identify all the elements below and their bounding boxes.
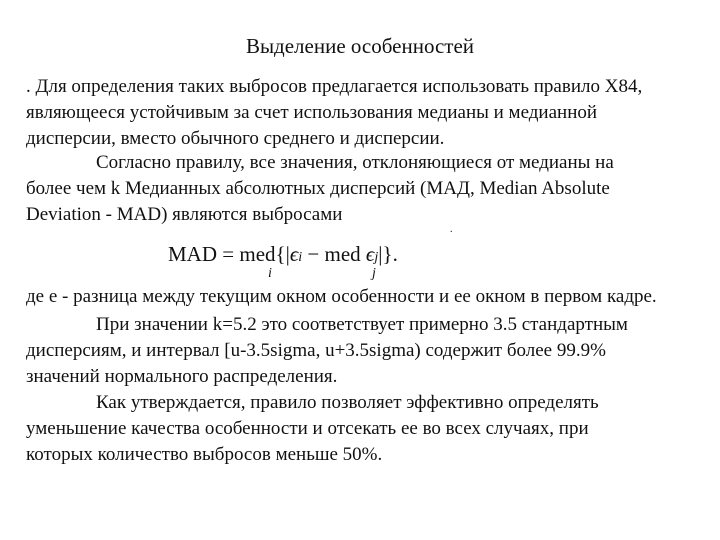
paragraph-x84-rule — [26, 74, 702, 152]
formula-epsilon-i: ϵ — [289, 242, 299, 266]
slide-title: Выделение особенностей — [245, 34, 475, 58]
paragraph-conclusion — [26, 390, 702, 468]
text-line: де e - разница между текущим окном особенности и ее окном в первом кадре. — [26, 286, 657, 307]
formula-minus: − — [307, 242, 320, 266]
text-line: . Для определения таких выбросов предлагается использовать правило X84, — [26, 76, 643, 97]
text-line: Как утверждается, правило позволяет эффективно определять — [96, 392, 599, 413]
formula-equals: = — [222, 242, 235, 266]
text-line: При значении k=5.2 это соответствует примерно 3.5 стандартным — [96, 314, 628, 335]
mad-formula — [168, 236, 468, 280]
text-line: Deviation - MAD) являются выбросами — [26, 204, 343, 225]
text-line: значений нормального распределения. — [26, 366, 338, 387]
paragraph-e-definition — [26, 284, 702, 310]
formula-sub-j: j — [372, 266, 376, 281]
text-line: которых количество выбросов меньше 50%. — [26, 444, 383, 465]
text-line: Согласно правилу, все значения, отклоняющиеся от медианы на — [96, 152, 614, 173]
stray-dot: . — [450, 224, 453, 235]
formula-epsilon-j: ϵ — [365, 242, 375, 266]
formula-epsilon-j-index: j — [374, 250, 379, 265]
text-line: являющееся устойчивым за счет использования медианы и медианной — [26, 102, 598, 123]
formula-med-outer: med — [239, 242, 276, 266]
formula-med-inner: med — [324, 242, 361, 266]
text-line: уменьшение качества особенности и отсекать ее во всех случаях, при — [26, 418, 589, 439]
formula-epsilon-i-index: i — [298, 250, 303, 265]
formula-sub-i: i — [268, 266, 272, 281]
formula-brace-close: |}. — [378, 242, 398, 266]
text-line: более чем k Медианных абсолютных дисперсий (МАД, Median Absolute — [26, 178, 610, 199]
text-line: дисперсиям, и интервал [u-3.5sigma, u+3.5sigma) содержит более 99.9% — [26, 340, 606, 361]
paragraph-k-value — [26, 312, 702, 390]
paragraph-mad-definition — [26, 150, 702, 228]
formula-expression — [168, 242, 398, 267]
text-line: дисперсии, вместо обычного среднего и дисперсии. — [26, 128, 445, 149]
formula-brace-open: {| — [275, 242, 290, 266]
formula-lhs: MAD — [168, 242, 218, 266]
